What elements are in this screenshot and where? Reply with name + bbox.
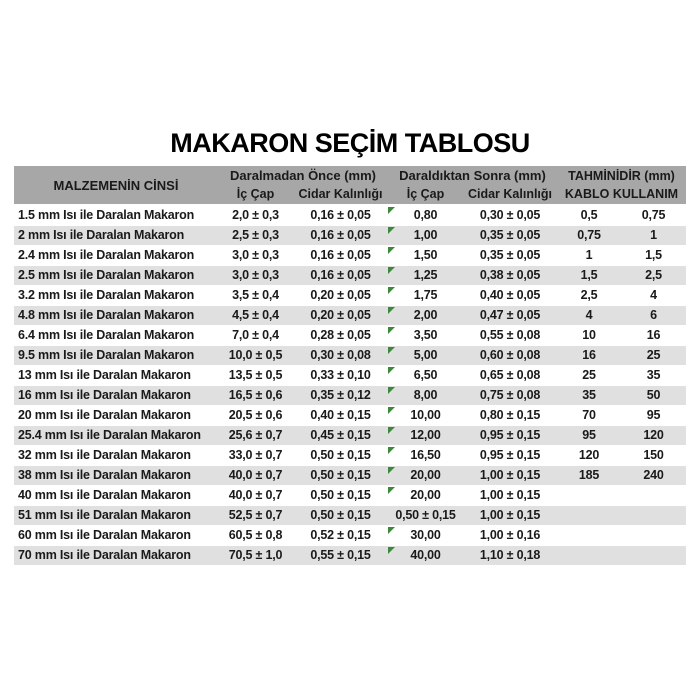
cell-text: 20,00 bbox=[410, 468, 441, 482]
cell-text: 0,80 ± 0,15 bbox=[479, 408, 541, 422]
cell-text: 3,5 ± 0,4 bbox=[232, 288, 279, 302]
cell-material bbox=[14, 506, 218, 525]
cell-text: 0,30 ± 0,05 bbox=[479, 208, 541, 222]
cell-text: 13 mm Isı ile Daralan Makaron bbox=[18, 368, 191, 382]
cell-cable-usage-max bbox=[621, 306, 686, 325]
cell-inner-diameter-before bbox=[218, 406, 293, 425]
cell-text: 0,35 ± 0,05 bbox=[479, 228, 541, 242]
cell-wall-thickness-before bbox=[293, 486, 388, 505]
cell-cable-usage-max bbox=[621, 326, 686, 345]
cell-wall-thickness-before bbox=[293, 426, 388, 445]
cell-text: 3.2 mm Isı ile Daralan Makaron bbox=[18, 288, 195, 302]
header-inner-diameter-after: İç Çap bbox=[406, 187, 445, 201]
cell-text: 0,55 ± 0,08 bbox=[479, 328, 541, 342]
cell-cable-usage-max bbox=[621, 266, 686, 285]
cell-inner-diameter-before bbox=[218, 466, 293, 485]
header-group-estimate bbox=[557, 166, 686, 204]
cell-text: 0,40 ± 0,05 bbox=[479, 288, 541, 302]
header-estimate-label: TAHMİNİDİR (mm) bbox=[568, 169, 675, 183]
comment-marker-icon bbox=[388, 227, 395, 234]
cell-text: 0,20 ± 0,05 bbox=[310, 308, 371, 322]
cell-cable-usage-max bbox=[621, 466, 686, 485]
cell-text: 0,40 ± 0,15 bbox=[310, 408, 371, 422]
cell-text: 0,16 ± 0,05 bbox=[310, 228, 371, 242]
cell-text: 2.4 mm Isı ile Daralan Makaron bbox=[18, 248, 195, 262]
cell-text: 0,50 ± 0,15 bbox=[310, 448, 371, 462]
cell-inner-diameter-before bbox=[218, 306, 293, 325]
cell-wall-thickness-before bbox=[293, 306, 388, 325]
cell-text: 1,00 ± 0,15 bbox=[479, 468, 541, 482]
cell-cable-usage-min bbox=[557, 266, 621, 285]
cell-wall-thickness-before bbox=[293, 346, 388, 365]
cell-text: 1,50 bbox=[413, 248, 438, 262]
cell-wall-thickness-before bbox=[293, 246, 388, 265]
comment-marker-icon bbox=[388, 407, 395, 414]
cell-text: 16 mm Isı ile Daralan Makaron bbox=[18, 388, 191, 402]
comment-marker-icon bbox=[388, 307, 395, 314]
cell-inner-diameter-before bbox=[218, 426, 293, 445]
cell-text: 0,95 ± 0,15 bbox=[479, 428, 541, 442]
cell-material bbox=[14, 206, 218, 225]
comment-marker-icon bbox=[388, 547, 395, 554]
cell-text: 6 bbox=[650, 308, 657, 322]
makaron-table bbox=[14, 166, 686, 566]
cell-text: 3,0 ± 0,3 bbox=[232, 248, 279, 262]
cell-inner-diameter-before bbox=[218, 326, 293, 345]
table-row bbox=[14, 446, 686, 466]
cell-inner-diameter-after bbox=[388, 226, 463, 245]
cell-wall-thickness-before bbox=[293, 386, 388, 405]
cell-text: 70,5 ± 1,0 bbox=[228, 548, 283, 562]
cell-cable-usage-max bbox=[621, 406, 686, 425]
cell-text: 25,6 ± 0,7 bbox=[228, 428, 283, 442]
cell-text: 50 bbox=[646, 388, 661, 402]
cell-text: 0,20 ± 0,05 bbox=[310, 288, 371, 302]
cell-text: 40,0 ± 0,7 bbox=[228, 488, 283, 502]
cell-material bbox=[14, 346, 218, 365]
cell-inner-diameter-after bbox=[388, 526, 463, 545]
cell-wall-thickness-after bbox=[463, 486, 557, 505]
cell-text: 0,47 ± 0,05 bbox=[479, 308, 541, 322]
cell-material bbox=[14, 406, 218, 425]
cell-cable-usage-max bbox=[621, 426, 686, 445]
cell-inner-diameter-after bbox=[388, 406, 463, 425]
cell-text: 5,00 bbox=[413, 348, 438, 362]
cell-text: 0,50 ± 0,15 bbox=[310, 468, 371, 482]
cell-cable-usage-min bbox=[557, 226, 621, 245]
cell-text: 1,00 ± 0,15 bbox=[479, 488, 541, 502]
cell-wall-thickness-before bbox=[293, 406, 388, 425]
table-row bbox=[14, 526, 686, 546]
header-group-after bbox=[388, 166, 557, 204]
cell-text: 120 bbox=[578, 448, 600, 462]
cell-wall-thickness-after bbox=[463, 406, 557, 425]
header-wall-thickness-after: Cidar Kalınlığı bbox=[467, 187, 553, 201]
table-header bbox=[14, 166, 686, 204]
cell-inner-diameter-after bbox=[388, 286, 463, 305]
cell-material bbox=[14, 286, 218, 305]
cell-material bbox=[14, 306, 218, 325]
table-row bbox=[14, 506, 686, 526]
comment-marker-icon bbox=[388, 427, 395, 434]
cell-inner-diameter-before bbox=[218, 506, 293, 525]
cell-text: 1,00 ± 0,15 bbox=[479, 508, 541, 522]
comment-marker-icon bbox=[388, 527, 395, 534]
cell-wall-thickness-before bbox=[293, 366, 388, 385]
cell-inner-diameter-after bbox=[388, 426, 463, 445]
cell-text: 16 bbox=[582, 348, 596, 362]
table-body bbox=[14, 206, 686, 566]
cell-wall-thickness-before bbox=[293, 466, 388, 485]
cell-wall-thickness-before bbox=[293, 226, 388, 245]
header-cable-usage-label: KABLO KULLANIM bbox=[564, 187, 679, 201]
cell-text: 25.4 mm Isı ile Daralan Makaron bbox=[18, 428, 201, 442]
cell-cable-usage-min bbox=[557, 506, 621, 525]
cell-text: 0,30 ± 0,08 bbox=[310, 348, 371, 362]
cell-wall-thickness-after bbox=[463, 446, 557, 465]
cell-text: 9.5 mm Isı ile Daralan Makaron bbox=[18, 348, 195, 362]
cell-text: 1,00 ± 0,16 bbox=[479, 528, 541, 542]
table-row bbox=[14, 246, 686, 266]
cell-inner-diameter-after bbox=[388, 306, 463, 325]
cell-material bbox=[14, 526, 218, 545]
cell-inner-diameter-before bbox=[218, 286, 293, 305]
header-material: MALZEMENİN CİNSİ bbox=[53, 177, 179, 193]
comment-marker-icon bbox=[388, 447, 395, 454]
cell-wall-thickness-after bbox=[463, 206, 557, 225]
cell-wall-thickness-after bbox=[463, 466, 557, 485]
cell-text: 40 mm Isı ile Daralan Makaron bbox=[18, 488, 191, 502]
cell-inner-diameter-after bbox=[388, 346, 463, 365]
cell-wall-thickness-after bbox=[463, 526, 557, 545]
cell-wall-thickness-after bbox=[463, 306, 557, 325]
cell-text: 25 bbox=[646, 348, 661, 362]
cell-inner-diameter-after bbox=[388, 486, 463, 505]
cell-text: 2,5 bbox=[580, 288, 598, 302]
cell-cable-usage-min bbox=[557, 306, 621, 325]
table-row bbox=[14, 226, 686, 246]
cell-text: 70 mm Isı ile Daralan Makaron bbox=[18, 548, 191, 562]
comment-marker-icon bbox=[388, 327, 395, 334]
cell-wall-thickness-before bbox=[293, 326, 388, 345]
cell-text: 0,65 ± 0,08 bbox=[479, 368, 541, 382]
cell-text: 13,5 ± 0,5 bbox=[228, 368, 283, 382]
cell-inner-diameter-after bbox=[388, 546, 463, 565]
table-row bbox=[14, 266, 686, 286]
cell-cable-usage-min bbox=[557, 246, 621, 265]
cell-text: 0,80 bbox=[413, 208, 438, 222]
cell-cable-usage-max bbox=[621, 246, 686, 265]
cell-cable-usage-min bbox=[557, 286, 621, 305]
comment-marker-icon bbox=[388, 267, 395, 274]
cell-text: 35 bbox=[582, 388, 596, 402]
cell-cable-usage-min bbox=[557, 366, 621, 385]
cell-cable-usage-max bbox=[621, 346, 686, 365]
cell-cable-usage-max bbox=[621, 506, 686, 525]
header-wall-thickness-before: Cidar Kalınlığı bbox=[298, 187, 383, 201]
cell-cable-usage-min bbox=[557, 206, 621, 225]
cell-cable-usage-max bbox=[621, 546, 686, 565]
comment-marker-icon bbox=[388, 347, 395, 354]
table-row bbox=[14, 546, 686, 566]
cell-text: 0,50 ± 0,15 bbox=[310, 508, 371, 522]
cell-cable-usage-min bbox=[557, 466, 621, 485]
comment-marker-icon bbox=[388, 207, 395, 214]
cell-material bbox=[14, 446, 218, 465]
cell-cable-usage-max bbox=[621, 226, 686, 245]
cell-text: 120 bbox=[643, 428, 664, 442]
cell-wall-thickness-before bbox=[293, 446, 388, 465]
cell-text: 1,00 bbox=[413, 228, 438, 242]
cell-text: 25 bbox=[582, 368, 596, 382]
cell-material bbox=[14, 386, 218, 405]
cell-text: 4,5 ± 0,4 bbox=[232, 308, 279, 322]
cell-text: 0,55 ± 0,15 bbox=[310, 548, 371, 562]
cell-wall-thickness-after bbox=[463, 266, 557, 285]
comment-marker-icon bbox=[388, 247, 395, 254]
cell-cable-usage-min bbox=[557, 426, 621, 445]
cell-wall-thickness-after bbox=[463, 226, 557, 245]
cell-wall-thickness-after bbox=[463, 506, 557, 525]
cell-inner-diameter-after bbox=[388, 206, 463, 225]
cell-wall-thickness-before bbox=[293, 506, 388, 525]
cell-text: 0,50 ± 0,15 bbox=[395, 508, 456, 522]
comment-marker-icon bbox=[388, 387, 395, 394]
cell-text: 20,5 ± 0,6 bbox=[228, 408, 283, 422]
cell-text: 70 bbox=[582, 408, 596, 422]
cell-text: 20,00 bbox=[410, 488, 441, 502]
cell-inner-diameter-before bbox=[218, 206, 293, 225]
cell-text: 185 bbox=[578, 468, 600, 482]
cell-wall-thickness-after bbox=[463, 546, 557, 565]
cell-text: 7,0 ± 0,4 bbox=[232, 328, 279, 342]
cell-cable-usage-max bbox=[621, 386, 686, 405]
cell-inner-diameter-after bbox=[388, 446, 463, 465]
cell-wall-thickness-after bbox=[463, 386, 557, 405]
cell-text: 0,16 ± 0,05 bbox=[310, 248, 371, 262]
cell-material bbox=[14, 366, 218, 385]
header-inner-diameter-before: İç Çap bbox=[236, 187, 275, 201]
cell-text: 0,35 ± 0,05 bbox=[479, 248, 541, 262]
cell-inner-diameter-after bbox=[388, 386, 463, 405]
cell-text: 30,00 bbox=[410, 528, 441, 542]
cell-text: 95 bbox=[646, 408, 661, 422]
cell-text: 0,60 ± 0,08 bbox=[479, 348, 541, 362]
cell-material bbox=[14, 486, 218, 505]
cell-wall-thickness-before bbox=[293, 206, 388, 225]
cell-inner-diameter-before bbox=[218, 546, 293, 565]
cell-text: 1.5 mm Isı ile Daralan Makaron bbox=[18, 208, 195, 222]
cell-wall-thickness-before bbox=[293, 266, 388, 285]
cell-text: 52,5 ± 0,7 bbox=[228, 508, 283, 522]
cell-text: 1,75 bbox=[413, 288, 438, 302]
page-title: MAKARON SEÇİM TABLOSU bbox=[170, 128, 530, 158]
cell-text: 60,5 ± 0,8 bbox=[228, 528, 283, 542]
cell-text: 6,50 bbox=[413, 368, 438, 382]
cell-text: 0,45 ± 0,15 bbox=[310, 428, 371, 442]
cell-text: 1,25 bbox=[413, 268, 438, 282]
cell-text: 2.5 mm Isı ile Daralan Makaron bbox=[18, 268, 195, 282]
cell-cable-usage-max bbox=[621, 206, 686, 225]
cell-inner-diameter-before bbox=[218, 486, 293, 505]
cell-cable-usage-max bbox=[621, 526, 686, 545]
cell-text: 2,5 ± 0,3 bbox=[232, 228, 279, 242]
table-row bbox=[14, 426, 686, 446]
cell-text: 0,38 ± 0,05 bbox=[479, 268, 541, 282]
cell-text: 10 bbox=[582, 328, 596, 342]
cell-material bbox=[14, 426, 218, 445]
cell-text: 40,0 ± 0,7 bbox=[228, 468, 283, 482]
cell-cable-usage-min bbox=[557, 526, 621, 545]
cell-text: 1,5 bbox=[645, 248, 662, 262]
cell-wall-thickness-after bbox=[463, 426, 557, 445]
cell-text: 1,10 ± 0,18 bbox=[479, 548, 541, 562]
cell-text: 3,0 ± 0,3 bbox=[232, 268, 279, 282]
table-row bbox=[14, 346, 686, 366]
header-before-label: Daralmadan Önce (mm) bbox=[230, 168, 376, 183]
cell-cable-usage-max bbox=[621, 366, 686, 385]
cell-text: 150 bbox=[643, 448, 664, 462]
cell-inner-diameter-before bbox=[218, 246, 293, 265]
cell-wall-thickness-before bbox=[293, 526, 388, 545]
cell-wall-thickness-before bbox=[293, 286, 388, 305]
cell-text: 2 mm Isı ile Daralan Makaron bbox=[18, 228, 185, 242]
cell-cable-usage-min bbox=[557, 406, 621, 425]
cell-text: 16 bbox=[646, 328, 661, 342]
cell-text: 0,35 ± 0,12 bbox=[310, 388, 371, 402]
cell-text: 0,52 ± 0,15 bbox=[310, 528, 371, 542]
cell-text: 2,00 bbox=[413, 308, 438, 322]
cell-material bbox=[14, 266, 218, 285]
cell-text: 0,28 ± 0,05 bbox=[310, 328, 371, 342]
cell-cable-usage-min bbox=[557, 446, 621, 465]
cell-text: 20 mm Isı ile Daralan Makaron bbox=[18, 408, 191, 422]
cell-wall-thickness-after bbox=[463, 286, 557, 305]
cell-text: 240 bbox=[643, 468, 664, 482]
cell-inner-diameter-after bbox=[388, 266, 463, 285]
cell-text: 33,0 ± 0,7 bbox=[228, 448, 283, 462]
cell-text: 4 bbox=[650, 288, 657, 302]
cell-text: 12,00 bbox=[410, 428, 441, 442]
table-row bbox=[14, 206, 686, 226]
cell-text: 0,95 ± 0,15 bbox=[479, 448, 541, 462]
cell-wall-thickness-after bbox=[463, 346, 557, 365]
cell-text: 60 mm Isı ile Daralan Makaron bbox=[18, 528, 191, 542]
cell-text: 1 bbox=[650, 228, 657, 242]
cell-material bbox=[14, 466, 218, 485]
cell-text: 0,50 ± 0,15 bbox=[310, 488, 371, 502]
cell-inner-diameter-before bbox=[218, 226, 293, 245]
comment-marker-icon bbox=[388, 287, 395, 294]
cell-cable-usage-min bbox=[557, 546, 621, 565]
cell-material bbox=[14, 246, 218, 265]
cell-text: 0,16 ± 0,05 bbox=[310, 208, 371, 222]
cell-inner-diameter-after bbox=[388, 326, 463, 345]
table-row bbox=[14, 326, 686, 346]
cell-material bbox=[14, 546, 218, 565]
table-row bbox=[14, 306, 686, 326]
cell-text: 0,75 bbox=[641, 208, 666, 222]
cell-wall-thickness-before bbox=[293, 546, 388, 565]
cell-text: 1 bbox=[585, 248, 593, 262]
cell-text: 0,75 bbox=[577, 228, 601, 242]
cell-inner-diameter-after bbox=[388, 246, 463, 265]
cell-cable-usage-min bbox=[557, 326, 621, 345]
cell-text: 2,5 bbox=[645, 268, 662, 282]
cell-cable-usage-max bbox=[621, 446, 686, 465]
cell-text: 10,0 ± 0,5 bbox=[228, 348, 283, 362]
cell-inner-diameter-before bbox=[218, 366, 293, 385]
cell-text: 4 bbox=[585, 308, 593, 322]
cell-text: 6.4 mm Isı ile Daralan Makaron bbox=[18, 328, 195, 342]
cell-material bbox=[14, 326, 218, 345]
cell-text: 32 mm Isı ile Daralan Makaron bbox=[18, 448, 191, 462]
cell-text: 16,50 bbox=[410, 448, 441, 462]
cell-inner-diameter-before bbox=[218, 446, 293, 465]
cell-wall-thickness-after bbox=[463, 246, 557, 265]
comment-marker-icon bbox=[388, 367, 395, 374]
cell-wall-thickness-after bbox=[463, 326, 557, 345]
comment-marker-icon bbox=[388, 487, 395, 494]
cell-text: 4.8 mm Isı ile Daralan Makaron bbox=[18, 308, 195, 322]
cell-text: 35 bbox=[646, 368, 661, 382]
table-row bbox=[14, 486, 686, 506]
cell-text: 3,50 bbox=[413, 328, 438, 342]
header-after-label: Daraldıktan Sonra (mm) bbox=[399, 168, 546, 183]
cell-inner-diameter-before bbox=[218, 266, 293, 285]
cell-cable-usage-min bbox=[557, 486, 621, 505]
cell-cable-usage-min bbox=[557, 386, 621, 405]
cell-text: 16,5 ± 0,6 bbox=[228, 388, 283, 402]
table-row bbox=[14, 466, 686, 486]
cell-text: 0,5 bbox=[580, 208, 598, 222]
cell-text: 2,0 ± 0,3 bbox=[232, 208, 279, 222]
cell-inner-diameter-before bbox=[218, 386, 293, 405]
cell-inner-diameter-after bbox=[388, 366, 463, 385]
cell-text: 40,00 bbox=[410, 548, 441, 562]
cell-inner-diameter-before bbox=[218, 346, 293, 365]
cell-inner-diameter-after bbox=[388, 466, 463, 485]
cell-text: 51 mm Isı ile Daralan Makaron bbox=[18, 508, 191, 522]
table-row bbox=[14, 406, 686, 426]
cell-material bbox=[14, 226, 218, 245]
cell-text: 10,00 bbox=[410, 408, 441, 422]
cell-inner-diameter-before bbox=[218, 526, 293, 545]
cell-text: 0,33 ± 0,10 bbox=[310, 368, 371, 382]
cell-wall-thickness-after bbox=[463, 366, 557, 385]
cell-cable-usage-max bbox=[621, 286, 686, 305]
cell-text: 1,5 bbox=[580, 268, 598, 282]
cell-inner-diameter-after bbox=[388, 506, 463, 525]
cell-cable-usage-min bbox=[557, 346, 621, 365]
table-row bbox=[14, 366, 686, 386]
header-group-before bbox=[218, 166, 388, 204]
table-row bbox=[14, 386, 686, 406]
table-row bbox=[14, 286, 686, 306]
cell-text: 38 mm Isı ile Daralan Makaron bbox=[18, 468, 191, 482]
cell-text: 95 bbox=[582, 428, 596, 442]
cell-text: 8,00 bbox=[413, 388, 438, 402]
comment-marker-icon bbox=[388, 467, 395, 474]
cell-cable-usage-max bbox=[621, 486, 686, 505]
cell-text: 0,16 ± 0,05 bbox=[310, 268, 371, 282]
cell-text: 0,75 ± 0,08 bbox=[479, 388, 541, 402]
